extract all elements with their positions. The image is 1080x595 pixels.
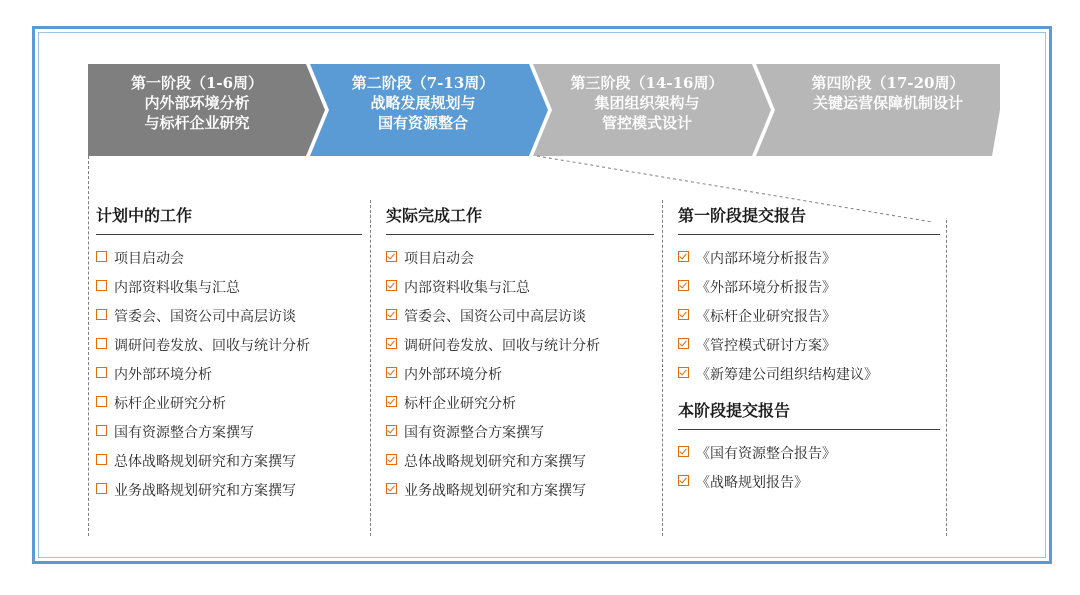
divider-line: [88, 156, 89, 536]
checked-box-icon: [386, 280, 397, 291]
checked-box-icon: [386, 483, 397, 494]
checkbox-icon: [96, 396, 107, 407]
checked-box-icon: [678, 280, 689, 291]
checkbox-icon: [96, 483, 107, 494]
list-item: 调研问卷发放、回收与统计分析: [96, 332, 362, 361]
divider-line: [946, 220, 947, 536]
checked-box-icon: [678, 475, 689, 486]
list-item: 调研问卷发放、回收与统计分析: [386, 332, 654, 361]
divider-line: [370, 200, 371, 536]
list-item: 项目启动会: [96, 245, 362, 274]
list-item: 业务战略规划研究和方案撰写: [386, 477, 654, 506]
checkbox-icon: [96, 454, 107, 465]
checked-box-icon: [386, 251, 397, 262]
list-item: 《标杆企业研究报告》: [678, 303, 940, 332]
list-item: 总体战略规划研究和方案撰写: [96, 448, 362, 477]
checked-box-icon: [678, 309, 689, 320]
checked-box-icon: [386, 425, 397, 436]
list-item: 标杆企业研究分析: [96, 390, 362, 419]
phase-3-label: 第三阶段（14-16周） 集团组织架构与 管控模式设计: [570, 74, 724, 132]
list-item: 标杆企业研究分析: [386, 390, 654, 419]
list-item: 《新筹建公司组织结构建议》: [678, 361, 940, 390]
checked-box-icon: [678, 446, 689, 457]
checked-box-icon: [678, 367, 689, 378]
list-item: 业务战略规划研究和方案撰写: [96, 477, 362, 506]
list-item: 《管控模式研讨方案》: [678, 332, 940, 361]
phase-4-label: 第四阶段（17-20周） 关键运营保障机制设计: [811, 74, 965, 112]
list-item: 《国有资源整合报告》: [678, 440, 940, 469]
phase-2-label: 第二阶段（7-13周） 战略发展规划与 国有资源整合: [351, 74, 495, 132]
completed-work-column: [386, 203, 654, 506]
list-item: 《战略规划报告》: [678, 469, 940, 498]
checked-box-icon: [678, 338, 689, 349]
list-item: 《外部环境分析报告》: [678, 274, 940, 303]
checkbox-icon: [96, 367, 107, 378]
phase-1-label: 第一阶段（1-6周） 内外部环境分析 与标杆企业研究: [130, 74, 264, 132]
list-item: 内部资料收集与汇总: [386, 274, 654, 303]
phase-one-reports-title: 第一阶段提交报告: [678, 203, 940, 235]
checked-box-icon: [678, 251, 689, 262]
planned-work-column: [96, 203, 362, 506]
planned-work-title: 计划中的工作: [96, 203, 362, 235]
list-item: 总体战略规划研究和方案撰写: [386, 448, 654, 477]
checkbox-icon: [96, 309, 107, 320]
checkbox-icon: [96, 338, 107, 349]
completed-work-title: 实际完成工作: [386, 203, 654, 235]
divider-line: [662, 200, 663, 536]
checkbox-icon: [96, 280, 107, 291]
list-item: 内外部环境分析: [96, 361, 362, 390]
checked-box-icon: [386, 309, 397, 320]
checked-box-icon: [386, 338, 397, 349]
list-item: 项目启动会: [386, 245, 654, 274]
checkbox-icon: [96, 425, 107, 436]
checked-box-icon: [386, 396, 397, 407]
list-item: 管委会、国资公司中高层访谈: [386, 303, 654, 332]
checked-box-icon: [386, 454, 397, 465]
list-item: 国有资源整合方案撰写: [96, 419, 362, 448]
list-item: 国有资源整合方案撰写: [386, 419, 654, 448]
list-item: 管委会、国资公司中高层访谈: [96, 303, 362, 332]
checkbox-icon: [96, 251, 107, 262]
reports-column: [678, 203, 940, 498]
checked-box-icon: [386, 367, 397, 378]
list-item: 《内部环境分析报告》: [678, 245, 940, 274]
list-item: 内外部环境分析: [386, 361, 654, 390]
list-item: 内部资料收集与汇总: [96, 274, 362, 303]
current-phase-reports-title: 本阶段提交报告: [678, 398, 940, 430]
